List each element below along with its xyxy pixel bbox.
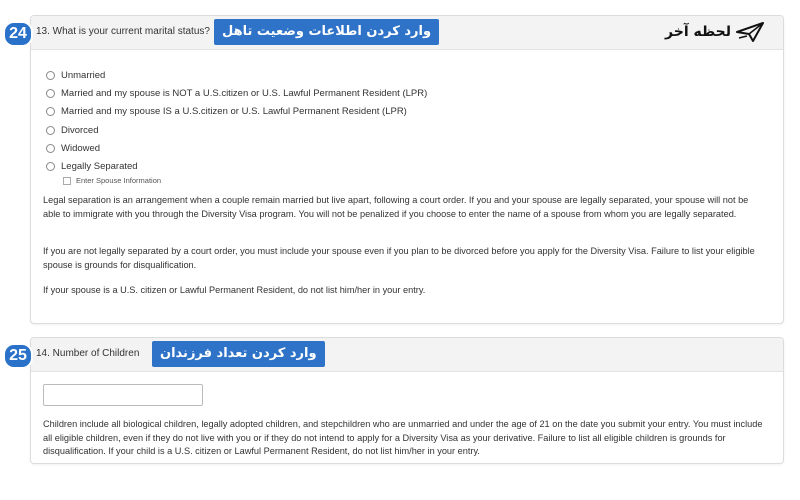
number-of-children-header <box>9 338 783 372</box>
number-of-children-section <box>9 337 784 464</box>
brand-logo-text: لحظه آخر <box>665 24 731 40</box>
marital-status-header <box>9 16 783 50</box>
option-label: Widowed <box>61 142 101 154</box>
option-label: Divorced <box>61 124 99 136</box>
option-divorced[interactable] <box>46 121 427 139</box>
children-info-text: Children include all biological children, legally adopted children, and stepchildren who are unmarried and under the age of 21 on the date you submit your entry. You must include all eligible children, even if they do not live with you or if they do not intend to apply for a Diversity Visa as your derivative. Failure to list all eligible children is grounds for disqualification. If your child is a U.S. citizen or Lawful Permanent Resident, do not list him/her in your entry. <box>43 419 763 456</box>
option-label: Unmarried <box>61 69 106 81</box>
option-widowed[interactable] <box>46 139 427 157</box>
paper-plane-icon <box>735 20 765 44</box>
option-married-spouse-us[interactable] <box>46 103 427 121</box>
checkbox[interactable] <box>63 177 71 185</box>
not-separated-text: If you are not legally separated by a court order, you must include your spouse even if you plan to be divorced before you apply for the Diversity Visa. Failure to list your eligible spouse is grounds for disqualification. <box>43 246 755 270</box>
option-married-spouse-not-us[interactable] <box>46 84 427 102</box>
number-of-children-banner: وارد کردن تعداد فرزندان <box>152 341 325 367</box>
option-label: Married and my spouse IS a U.S.citizen or U.S. Lawful Permanent Resident (LPR) <box>61 106 407 118</box>
checkbox-label: Enter Spouse Information <box>76 176 162 185</box>
radio-button[interactable] <box>46 144 55 153</box>
marital-status-section <box>9 15 784 324</box>
brand-logo <box>665 20 765 44</box>
radio-button[interactable] <box>46 126 55 135</box>
option-label: Married and my spouse is NOT a U.S.citizen or U.S. Lawful Permanent Resident (LPR) <box>61 87 428 99</box>
marital-status-options <box>46 66 427 176</box>
legal-separation-text: Legal separation is an arrangement when a couple remain married but live apart, following a court order. If you and your spouse are legally separated, your spouse will not be able to immigrate with you through the Diversity Visa program. You will not be penalized if you choose to enter the name of a spouse from whom you are legally separated. <box>43 195 749 219</box>
radio-button[interactable] <box>46 89 55 98</box>
step-badge-25: 25 <box>3 343 33 369</box>
radio-button[interactable] <box>46 162 55 171</box>
radio-button[interactable] <box>46 71 55 80</box>
number-of-children-question: 14. Number of Children <box>36 348 140 359</box>
us-citizen-spouse-text: If your spouse is a U.S. citizen or Lawful Permanent Resident, do not list him/her in your entry. <box>43 285 426 295</box>
step-badge-24: 24 <box>3 21 33 47</box>
option-unmarried[interactable] <box>46 66 427 84</box>
option-legally-separated[interactable] <box>46 157 427 175</box>
radio-button[interactable] <box>46 107 55 116</box>
number-of-children-input[interactable] <box>43 384 203 406</box>
marital-status-banner: وارد کردن اطلاعات وضعیت تاهل <box>214 19 439 45</box>
option-label: Legally Separated <box>61 161 138 173</box>
marital-status-question: 13. What is your current marital status? <box>36 26 210 37</box>
enter-spouse-info-checkbox[interactable] <box>63 176 161 185</box>
